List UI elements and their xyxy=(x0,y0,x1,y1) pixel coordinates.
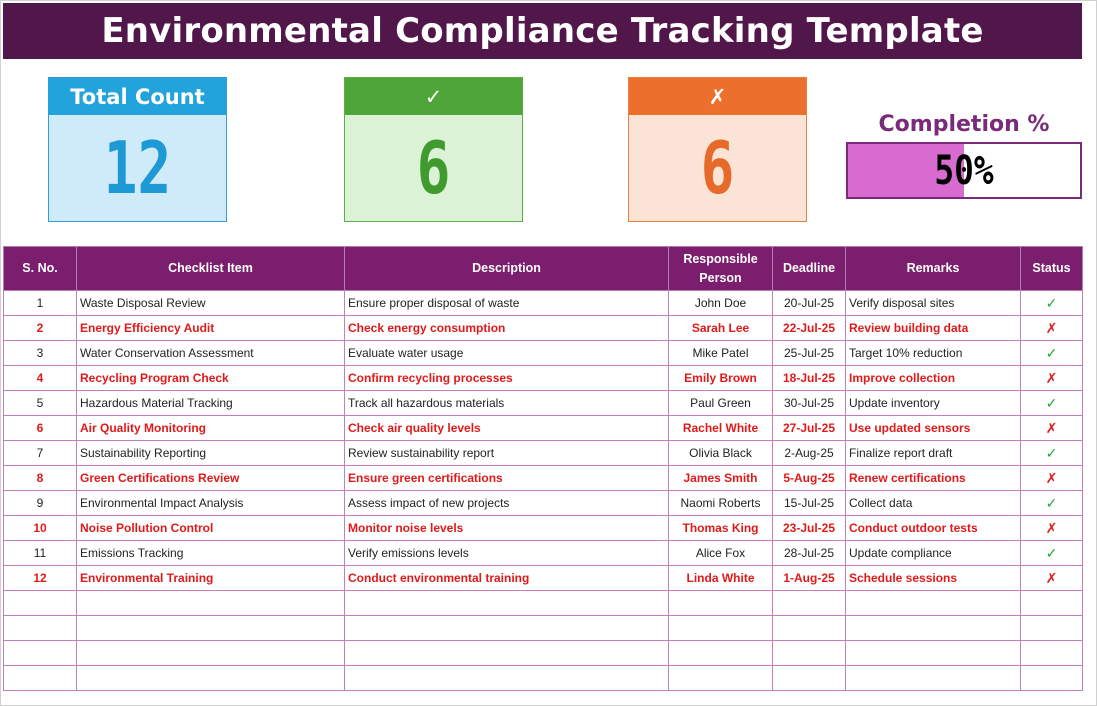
cell-item[interactable]: Hazardous Material Tracking xyxy=(77,391,345,416)
completion-progress-bar xyxy=(846,142,1082,199)
empty-cell[interactable] xyxy=(1021,641,1083,666)
cell-person[interactable]: John Doe xyxy=(669,291,773,316)
cell-deadline[interactable]: 30-Jul-25 xyxy=(773,391,846,416)
cell-desc[interactable]: Check air quality levels xyxy=(345,416,669,441)
cell-remarks[interactable]: Schedule sessions xyxy=(846,566,1021,591)
cell-remarks[interactable]: Improve collection xyxy=(846,366,1021,391)
empty-cell[interactable] xyxy=(773,591,846,616)
table-row[interactable] xyxy=(4,516,1083,541)
header-deadline[interactable]: Deadline xyxy=(773,247,846,291)
cell-person[interactable]: Alice Fox xyxy=(669,541,773,566)
pending-card xyxy=(628,77,807,222)
table-row[interactable] xyxy=(4,366,1083,391)
total-count-label: Total Count xyxy=(49,78,226,115)
cell-status[interactable] xyxy=(1021,566,1083,591)
cell-remarks[interactable]: Review building data xyxy=(846,316,1021,341)
cell-desc[interactable]: Verify emissions levels xyxy=(345,541,669,566)
cell-remarks[interactable]: Collect data xyxy=(846,491,1021,516)
cell-desc[interactable]: Ensure green certifications xyxy=(345,466,669,491)
cell-deadline[interactable]: 1-Aug-25 xyxy=(773,566,846,591)
cell-person[interactable]: Linda White xyxy=(669,566,773,591)
check-icon: ✓ xyxy=(1045,544,1058,561)
empty-cell[interactable] xyxy=(345,591,669,616)
cell-item[interactable]: Energy Efficiency Audit xyxy=(77,316,345,341)
cell-status[interactable] xyxy=(1021,391,1083,416)
table-body xyxy=(4,291,1083,691)
total-count-value: 12 xyxy=(103,126,172,210)
empty-cell[interactable] xyxy=(1021,666,1083,691)
cross-icon: ✗ xyxy=(1045,569,1058,586)
page-title: Environmental Compliance Tracking Template xyxy=(3,3,1082,59)
cell-deadline[interactable]: 25-Jul-25 xyxy=(773,341,846,366)
check-icon: ✓ xyxy=(1045,444,1058,461)
cell-no[interactable]: 10 xyxy=(4,516,77,541)
cell-status[interactable] xyxy=(1021,341,1083,366)
check-icon: ✓ xyxy=(345,78,522,115)
empty-cell[interactable] xyxy=(773,641,846,666)
table-row[interactable] xyxy=(4,491,1083,516)
check-icon: ✓ xyxy=(1045,344,1058,361)
cell-desc[interactable]: Assess impact of new projects xyxy=(345,491,669,516)
cell-item[interactable]: Noise Pollution Control xyxy=(77,516,345,541)
table-row[interactable] xyxy=(4,466,1083,491)
cell-person[interactable]: Mike Patel xyxy=(669,341,773,366)
cell-deadline[interactable]: 5-Aug-25 xyxy=(773,466,846,491)
completed-count-value: 6 xyxy=(416,126,451,210)
empty-cell[interactable] xyxy=(345,616,669,641)
empty-row[interactable] xyxy=(4,666,1083,691)
completion-percent: 50% xyxy=(934,147,994,194)
empty-cell[interactable] xyxy=(4,591,77,616)
cross-icon: ✗ xyxy=(1045,319,1058,336)
cell-desc[interactable]: Evaluate water usage xyxy=(345,341,669,366)
cell-status[interactable] xyxy=(1021,541,1083,566)
cell-no[interactable]: 11 xyxy=(4,541,77,566)
empty-cell[interactable] xyxy=(773,666,846,691)
pending-count-value: 6 xyxy=(700,126,735,210)
empty-cell[interactable] xyxy=(4,616,77,641)
cell-deadline[interactable]: 22-Jul-25 xyxy=(773,316,846,341)
cell-deadline[interactable]: 27-Jul-25 xyxy=(773,416,846,441)
cell-no[interactable]: 2 xyxy=(4,316,77,341)
cell-deadline[interactable]: 28-Jul-25 xyxy=(773,541,846,566)
cell-person[interactable]: James Smith xyxy=(669,466,773,491)
cell-deadline[interactable]: 20-Jul-25 xyxy=(773,291,846,316)
total-count-card xyxy=(48,77,227,222)
cell-desc[interactable]: Track all hazardous materials xyxy=(345,391,669,416)
cell-item[interactable]: Environmental Impact Analysis xyxy=(77,491,345,516)
cell-desc[interactable]: Monitor noise levels xyxy=(345,516,669,541)
empty-row[interactable] xyxy=(4,641,1083,666)
empty-cell[interactable] xyxy=(77,666,345,691)
empty-cell[interactable] xyxy=(669,666,773,691)
cell-no[interactable]: 6 xyxy=(4,416,77,441)
cell-desc[interactable]: Check energy consumption xyxy=(345,316,669,341)
cell-person[interactable]: Emily Brown xyxy=(669,366,773,391)
cell-item[interactable]: Water Conservation Assessment xyxy=(77,341,345,366)
cell-no[interactable]: 3 xyxy=(4,341,77,366)
cell-no[interactable]: 4 xyxy=(4,366,77,391)
cell-person[interactable]: Naomi Roberts xyxy=(669,491,773,516)
cell-no[interactable]: 5 xyxy=(4,391,77,416)
cell-deadline[interactable]: 18-Jul-25 xyxy=(773,366,846,391)
empty-cell[interactable] xyxy=(1021,591,1083,616)
cell-status[interactable] xyxy=(1021,491,1083,516)
cell-item[interactable]: Green Certifications Review xyxy=(77,466,345,491)
cell-status[interactable] xyxy=(1021,416,1083,441)
empty-cell[interactable] xyxy=(77,591,345,616)
empty-cell[interactable] xyxy=(1021,616,1083,641)
cell-item[interactable]: Recycling Program Check xyxy=(77,366,345,391)
cell-person[interactable]: Thomas King xyxy=(669,516,773,541)
cell-status[interactable] xyxy=(1021,516,1083,541)
empty-cell[interactable] xyxy=(4,641,77,666)
cell-remarks[interactable]: Update compliance xyxy=(846,541,1021,566)
cross-icon: ✗ xyxy=(1045,469,1058,486)
header-status[interactable]: Status xyxy=(1021,247,1083,291)
cross-icon: ✗ xyxy=(1045,519,1058,536)
cell-no[interactable]: 12 xyxy=(4,566,77,591)
cell-remarks[interactable]: Finalize report draft xyxy=(846,441,1021,466)
table-row[interactable] xyxy=(4,566,1083,591)
cell-remarks[interactable]: Target 10% reduction xyxy=(846,341,1021,366)
cross-icon: ✗ xyxy=(629,78,806,115)
cell-person[interactable]: Sarah Lee xyxy=(669,316,773,341)
empty-cell[interactable] xyxy=(77,616,345,641)
table-header-row xyxy=(4,247,1083,291)
cell-item[interactable]: Sustainability Reporting xyxy=(77,441,345,466)
empty-row[interactable] xyxy=(4,616,1083,641)
empty-cell[interactable] xyxy=(846,666,1021,691)
cell-deadline[interactable]: 2-Aug-25 xyxy=(773,441,846,466)
empty-cell[interactable] xyxy=(846,641,1021,666)
cell-item[interactable]: Waste Disposal Review xyxy=(77,291,345,316)
cell-status[interactable] xyxy=(1021,441,1083,466)
cell-status[interactable] xyxy=(1021,316,1083,341)
table-row[interactable] xyxy=(4,291,1083,316)
cell-remarks[interactable]: Renew certifications xyxy=(846,466,1021,491)
header-remarks[interactable]: Remarks xyxy=(846,247,1021,291)
cross-icon: ✗ xyxy=(1045,419,1058,436)
cell-remarks[interactable]: Update inventory xyxy=(846,391,1021,416)
empty-cell[interactable] xyxy=(846,591,1021,616)
cell-item[interactable]: Air Quality Monitoring xyxy=(77,416,345,441)
cell-remarks[interactable]: Verify disposal sites xyxy=(846,291,1021,316)
header-sno[interactable]: S. No. xyxy=(4,247,77,291)
header-checklist-item[interactable]: Checklist Item xyxy=(77,247,345,291)
completed-card xyxy=(344,77,523,222)
cell-desc[interactable]: Conduct environmental training xyxy=(345,566,669,591)
cell-person[interactable]: Paul Green xyxy=(669,391,773,416)
empty-cell[interactable] xyxy=(345,641,669,666)
cell-remarks[interactable]: Use updated sensors xyxy=(846,416,1021,441)
header-responsible-person[interactable]: Responsible Person xyxy=(669,247,773,291)
empty-cell[interactable] xyxy=(77,641,345,666)
cell-status[interactable] xyxy=(1021,466,1083,491)
cell-remarks[interactable]: Conduct outdoor tests xyxy=(846,516,1021,541)
empty-cell[interactable] xyxy=(669,641,773,666)
cell-item[interactable]: Emissions Tracking xyxy=(77,541,345,566)
cell-desc[interactable]: Ensure proper disposal of waste xyxy=(345,291,669,316)
cell-desc[interactable]: Review sustainability report xyxy=(345,441,669,466)
cross-icon: ✗ xyxy=(1045,369,1058,386)
cell-no[interactable]: 1 xyxy=(4,291,77,316)
empty-cell[interactable] xyxy=(345,666,669,691)
cell-deadline[interactable]: 15-Jul-25 xyxy=(773,491,846,516)
cell-person[interactable]: Rachel White xyxy=(669,416,773,441)
check-icon: ✓ xyxy=(1045,294,1058,311)
table-row[interactable] xyxy=(4,341,1083,366)
cell-no[interactable]: 9 xyxy=(4,491,77,516)
cell-item[interactable]: Environmental Training xyxy=(77,566,345,591)
table-row[interactable] xyxy=(4,441,1083,466)
cell-no[interactable]: 8 xyxy=(4,466,77,491)
table-row[interactable] xyxy=(4,541,1083,566)
empty-cell[interactable] xyxy=(669,616,773,641)
empty-cell[interactable] xyxy=(4,666,77,691)
cell-status[interactable] xyxy=(1021,291,1083,316)
header-description[interactable]: Description xyxy=(345,247,669,291)
empty-cell[interactable] xyxy=(669,591,773,616)
cell-no[interactable]: 7 xyxy=(4,441,77,466)
completion-label: Completion % xyxy=(878,112,1050,137)
empty-cell[interactable] xyxy=(773,616,846,641)
cell-desc[interactable]: Confirm recycling processes xyxy=(345,366,669,391)
check-icon: ✓ xyxy=(1045,394,1058,411)
table-row[interactable] xyxy=(4,416,1083,441)
compliance-table xyxy=(3,246,1083,691)
table-row[interactable] xyxy=(4,391,1083,416)
cell-deadline[interactable]: 23-Jul-25 xyxy=(773,516,846,541)
cell-person[interactable]: Olivia Black xyxy=(669,441,773,466)
empty-cell[interactable] xyxy=(846,616,1021,641)
cell-status[interactable] xyxy=(1021,366,1083,391)
check-icon: ✓ xyxy=(1045,494,1058,511)
table-row[interactable] xyxy=(4,316,1083,341)
empty-row[interactable] xyxy=(4,591,1083,616)
